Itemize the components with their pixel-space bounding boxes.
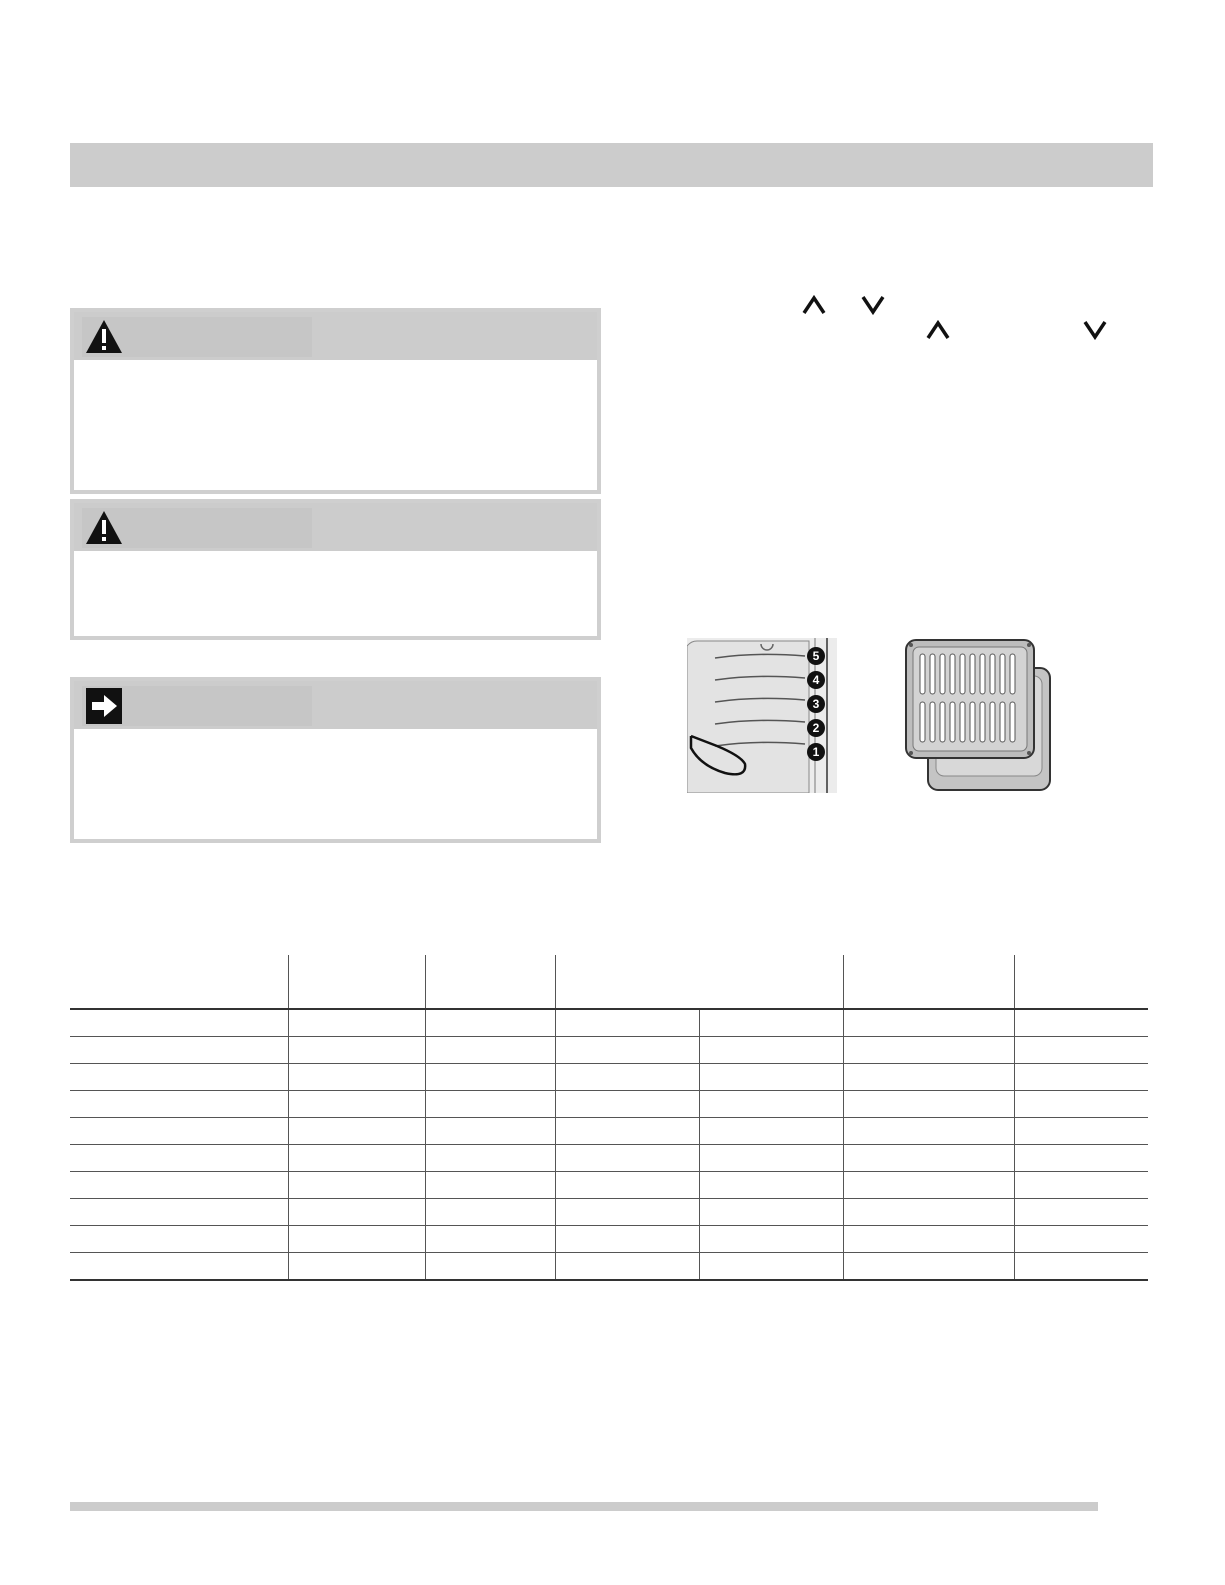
warning-triangle-icon xyxy=(84,508,124,548)
table-header-cell xyxy=(425,955,555,1009)
rack-position-label: 3 xyxy=(812,697,820,711)
warning-triangle-icon xyxy=(84,317,124,357)
chevron-down-icon xyxy=(1082,318,1108,342)
table-row xyxy=(70,1253,1148,1281)
caution-panel xyxy=(70,499,601,640)
table-header-row xyxy=(70,955,1148,1009)
table-header-cell xyxy=(555,955,843,1009)
chevron-up-icon xyxy=(801,293,827,317)
table-row xyxy=(70,1037,1148,1064)
table-row xyxy=(70,1226,1148,1253)
table-row xyxy=(70,1091,1148,1118)
table-row xyxy=(70,1145,1148,1172)
chevron-down-icon xyxy=(860,293,886,317)
table-row xyxy=(70,1009,1148,1037)
rack-position-label: 1 xyxy=(812,745,820,759)
note-panel xyxy=(70,677,601,843)
warning-panel-header xyxy=(74,312,597,360)
table-row xyxy=(70,1172,1148,1199)
oven-rack-positions-figure xyxy=(687,638,837,793)
section-title-bar xyxy=(70,143,1153,187)
rack-position-label: 5 xyxy=(812,649,820,663)
table-row xyxy=(70,1199,1148,1226)
table-header-cell xyxy=(70,955,288,1009)
table-row xyxy=(70,1118,1148,1145)
caution-panel-header xyxy=(74,503,597,551)
rack-position-label: 4 xyxy=(812,673,820,687)
chevron-up-icon xyxy=(925,318,951,342)
footer-bar xyxy=(70,1502,1098,1511)
rack-position-label: 2 xyxy=(812,721,820,735)
note-panel-header xyxy=(74,681,597,729)
table-row xyxy=(70,1064,1148,1091)
table-header-cell xyxy=(843,955,1014,1009)
broil-pan-figure xyxy=(904,638,1054,793)
table-header-cell xyxy=(1014,955,1148,1009)
warning-panel xyxy=(70,308,601,494)
arrow-right-icon xyxy=(84,686,124,726)
broil-settings-table xyxy=(70,955,1148,1281)
table-header-cell xyxy=(288,955,425,1009)
